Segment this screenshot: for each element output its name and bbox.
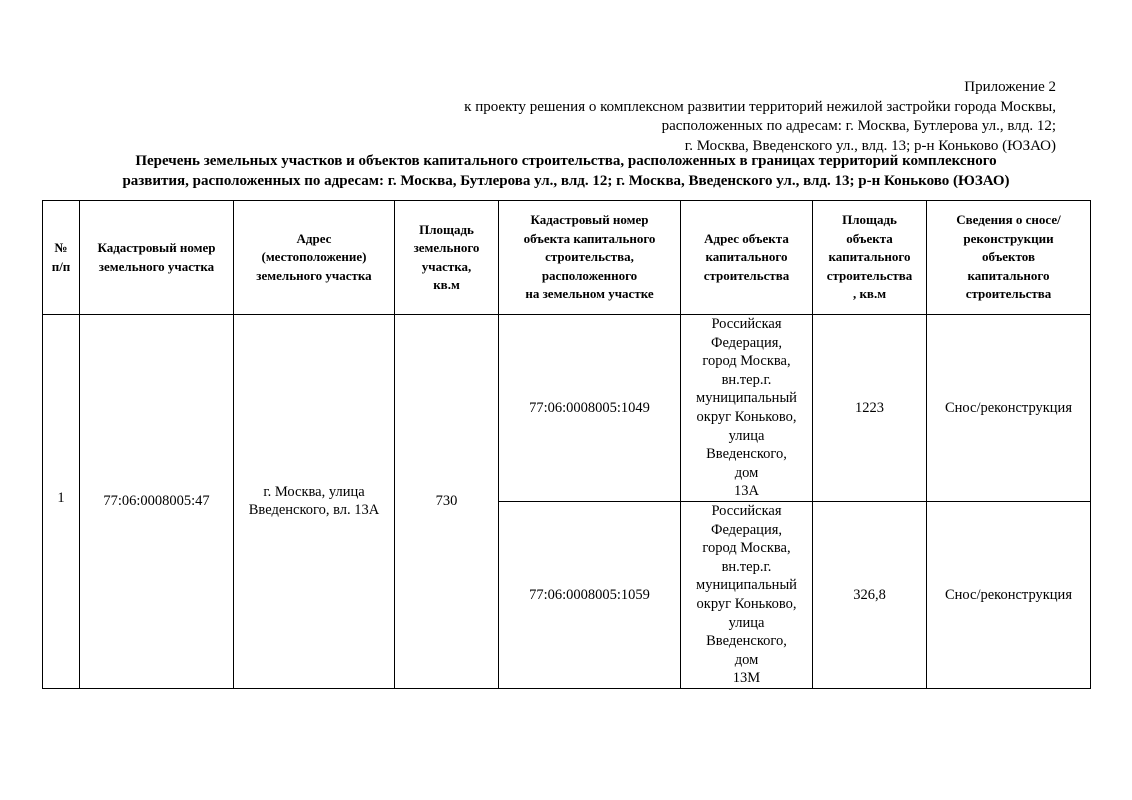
header-object-area: Площадь объекта капитального строительства , кв.м — [813, 201, 927, 315]
header-parcel-address: Адрес (местоположение) земельного участка — [234, 201, 395, 315]
header-parcel-area: Площадь земельного участка, кв.м — [395, 201, 499, 315]
object-cadastral-number: 77:06:0008005:1049 — [499, 315, 681, 502]
object-address: Российская Федерация, город Москва, вн.тер.г. муниципальный округ Коньково, улица Введенского, дом 13А — [681, 315, 813, 502]
object-status: Снос/реконструкция — [927, 501, 1091, 688]
header-object-address: Адрес объекта капитального строительства — [681, 201, 813, 315]
parcel-address: г. Москва, улица Введенского, вл. 13А — [234, 315, 395, 689]
header-object-cadastral: Кадастровый номер объекта капитального строительства, расположенного на земельном участке — [499, 201, 681, 315]
object-cadastral-number: 77:06:0008005:1059 — [499, 501, 681, 688]
appendix-line: Приложение 2 — [964, 79, 1056, 95]
land-plots-table — [42, 200, 1091, 689]
appendix-header — [464, 78, 1056, 156]
object-area: 1223 — [813, 315, 927, 502]
title-line: развития, расположенных по адресам: г. Москва, Бутлерова ул., влд. 12; г. Москва, Введенского ул., влд. 13; р-н Коньково (ЮЗАО) — [122, 173, 1010, 189]
document-title — [40, 151, 1092, 191]
title-line: Перечень земельных участков и объектов капитального строительства, расположенных в границах территорий комплексного — [135, 153, 997, 169]
header-number: № п/п — [43, 201, 80, 315]
table-row — [43, 315, 1091, 502]
parcel-area: 730 — [395, 315, 499, 689]
appendix-line: расположенных по адресам: г. Москва, Бутлерова ул., влд. 12; — [661, 118, 1056, 134]
object-status: Снос/реконструкция — [927, 315, 1091, 502]
header-demolition-info: Сведения о сносе/ реконструкции объектов капитального строительства — [927, 201, 1091, 315]
appendix-line: г. Москва, Введенского ул., влд. 13; р-н Коньково (ЮЗАО) — [684, 137, 1056, 154]
header-parcel-cadastral: Кадастровый номер земельного участка — [80, 201, 234, 315]
row-number: 1 — [43, 315, 80, 689]
parcel-cadastral-number: 77:06:0008005:47 — [80, 315, 234, 689]
object-area: 326,8 — [813, 501, 927, 688]
object-address: Российская Федерация, город Москва, вн.тер.г. муниципальный округ Коньково, улица Введенского, дом 13М — [681, 501, 813, 688]
table-header-row — [43, 201, 1091, 315]
appendix-line: к проекту решения о комплексном развитии территорий нежилой застройки города Москвы, — [464, 98, 1056, 115]
